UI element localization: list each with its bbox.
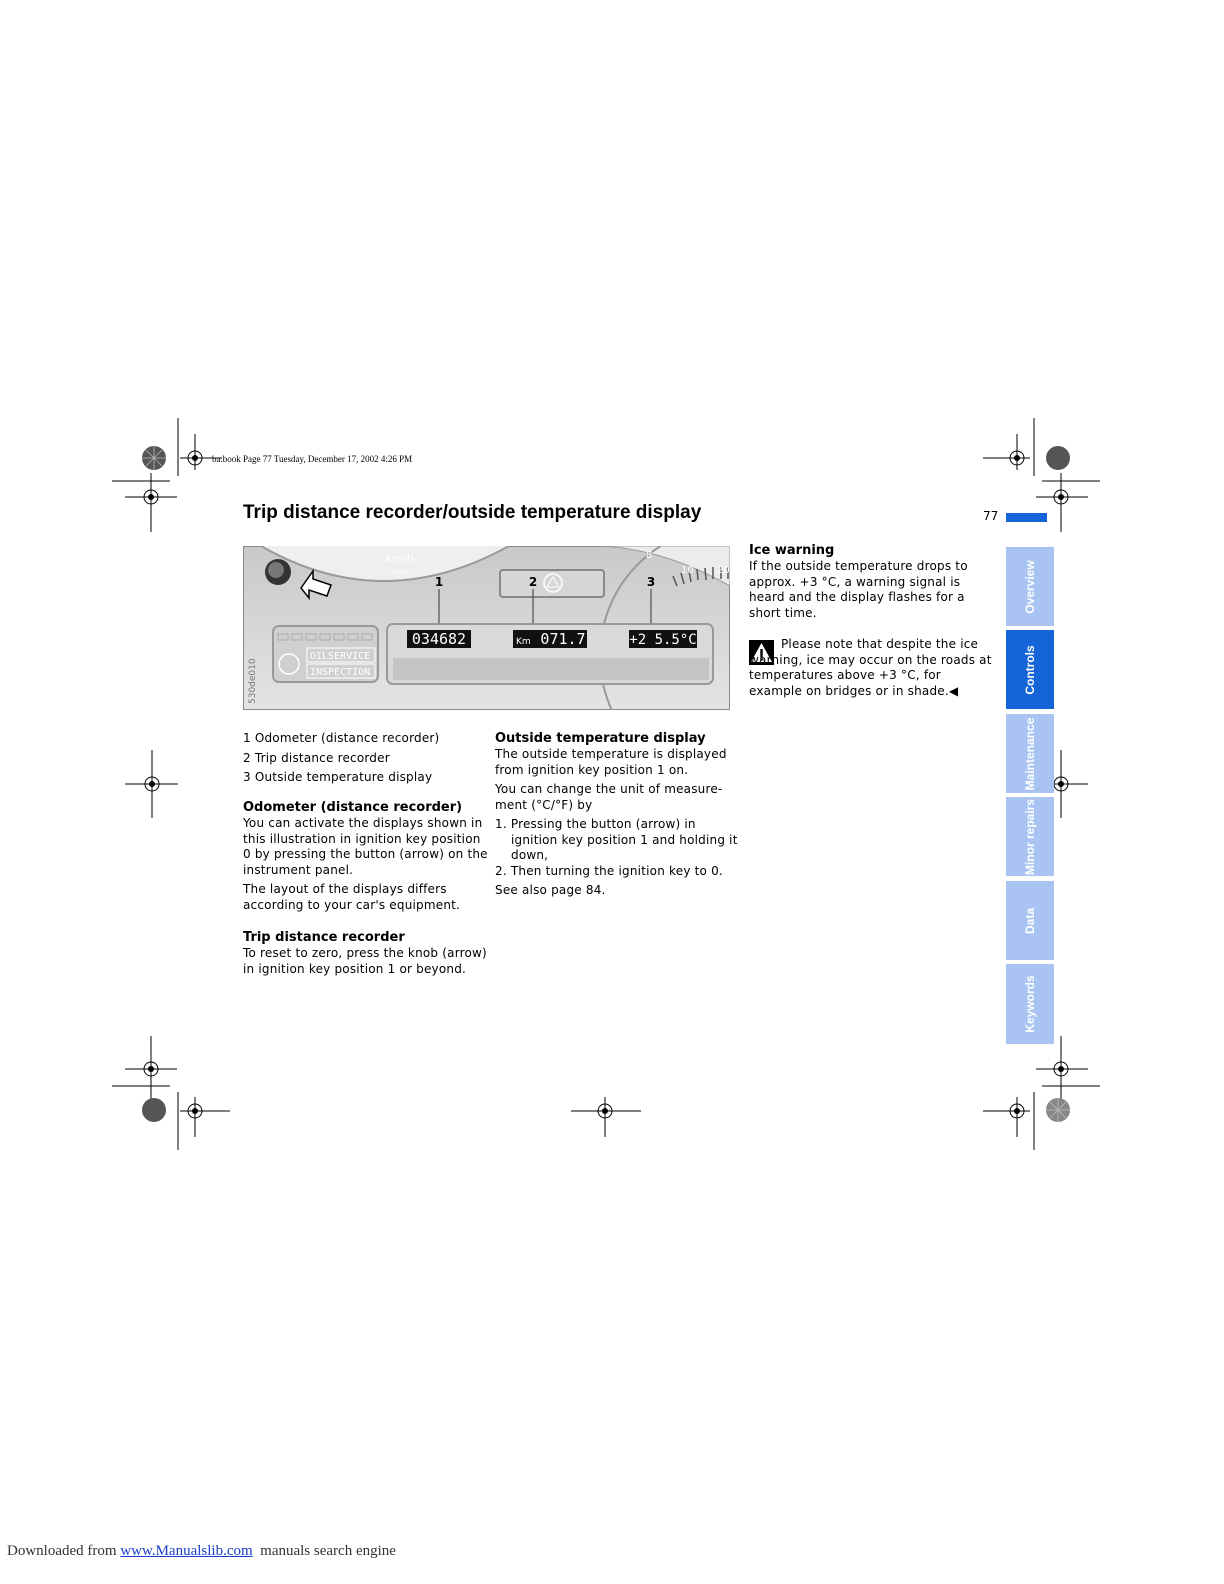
page-number-bar: [1006, 513, 1047, 522]
callout-1: 1: [434, 575, 444, 589]
trip-section: [243, 929, 488, 977]
odometer-paragraph: You can activate the displays shown in this illustration in ignition key position 0 by pressing the button (arrow) on the instrument panel.: [243, 816, 488, 877]
odometer-heading: Odometer (distance recorder): [243, 800, 463, 815]
side-tab-label: Overview: [1023, 559, 1037, 614]
side-tab-label: Keywords: [1023, 975, 1037, 1033]
page-number: 77: [983, 509, 999, 523]
ice-warning-heading: Ice warning: [749, 543, 835, 558]
trip-heading: Trip distance recorder: [243, 930, 405, 945]
page-title: Trip distance recorder/outside temperature display: [243, 502, 702, 523]
odometer-section: [243, 799, 488, 913]
side-tab-minor-repairs[interactable]: [1006, 797, 1054, 876]
trip-unit: Km: [516, 637, 531, 647]
mph-label: mph: [392, 568, 408, 576]
trip-paragraph: To reset to zero, press the knob (arrow) in ignition key position 1 or beyond.: [243, 946, 487, 976]
side-tab-overview[interactable]: [1006, 547, 1054, 626]
trip-value: 071.7: [540, 630, 586, 648]
temperature-paragraph: The outside temperature is displayed from ignition key position 1 on.: [495, 747, 727, 777]
side-tab-label: Maintenance: [1023, 717, 1037, 790]
see-also: See also page 84.: [495, 883, 606, 897]
odometer-paragraph-2: The layout of the displays differs according to your car's equipment.: [243, 882, 461, 912]
side-tab-keywords[interactable]: [1006, 964, 1054, 1044]
figure-code: 530de010: [248, 658, 258, 704]
side-tab-maintenance[interactable]: [1006, 714, 1054, 793]
odometer-value: 034682: [411, 630, 467, 648]
footer-suffix: manuals search engine: [252, 1543, 396, 1559]
instrument-cluster-figure: [243, 546, 730, 710]
step-item: 1. Pressing the button (arrow) in ignition key position 1 and holding it down,: [495, 817, 738, 862]
callout-2: 2: [528, 575, 538, 589]
ice-warning-note: Please note that despite the ice warning, ice may occur on the roads at temperatures above +3 °C, for example on bridges or in shade.◀: [749, 637, 992, 698]
temperature-heading: Outside temperature display: [495, 731, 706, 746]
manualslib-link[interactable]: www.Manualslib.com: [120, 1543, 253, 1559]
callout-3: 3: [646, 575, 656, 589]
temperature-section: [495, 730, 740, 899]
legend-item: 3 Outside temperature display: [243, 770, 433, 784]
side-tab-data[interactable]: [1006, 881, 1054, 960]
step-item: 2. Then turning the ignition key to 0.: [495, 863, 723, 878]
callout-legend: [243, 731, 483, 786]
temperature-value: +2 5.5°C: [629, 632, 697, 648]
ice-warning-paragraph: If the outside temperature drops to approx. +3 °C, a warning signal is heard and the display flashes for a short time.: [749, 559, 968, 620]
footer-prefix: Downloaded from: [7, 1543, 121, 1559]
legend-item: 2 Trip distance recorder: [243, 750, 390, 765]
speed-unit-label: km/h: [386, 552, 414, 565]
dial-20: 20: [717, 565, 730, 576]
inspection-label: INSPECTION: [310, 667, 371, 678]
ice-warning-section: [749, 542, 993, 621]
download-footer: [7, 1543, 396, 1560]
side-tab-controls[interactable]: [1006, 630, 1054, 709]
side-tab-label: Controls: [1023, 644, 1037, 695]
side-tab-label: Data: [1023, 907, 1037, 934]
dial-8: 8: [646, 550, 653, 561]
temperature-paragraph-2: You can change the unit of measure-ment (°C/°F) by: [495, 782, 723, 812]
print-header: ba.book Page 77 Tuesday, December 17, 2002 4:26 PM: [212, 454, 413, 464]
legend-item: 1 Odometer (distance recorder): [243, 731, 440, 745]
side-tab-label: Minor repairs: [1023, 798, 1037, 875]
oil-service-label: OILSERVICE: [310, 651, 371, 662]
dial-10: 10: [681, 565, 694, 576]
